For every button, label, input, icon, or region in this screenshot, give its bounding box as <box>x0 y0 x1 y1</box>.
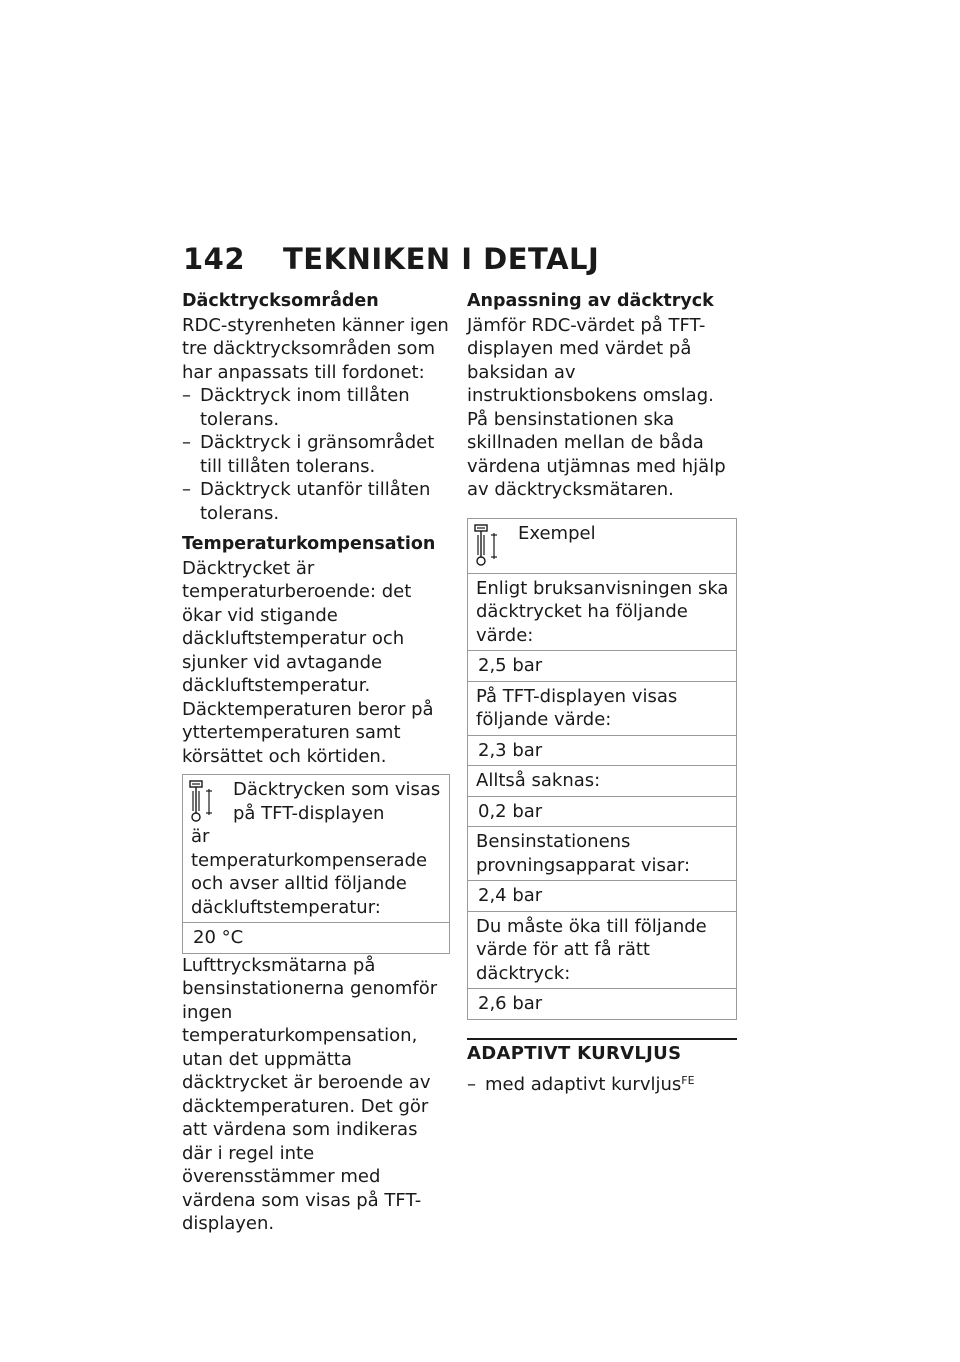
example-row: 0,2 bar <box>468 796 736 827</box>
pressure-range-list <box>182 384 450 525</box>
equipment-code: FE <box>681 1074 695 1087</box>
list-item: – Däcktryck inom tillåten tolerans. <box>182 384 450 431</box>
note-text-b: är temperaturkompenserade och avser alltid följande däckluftstemperatur: <box>191 826 428 918</box>
example-row: 2,5 bar <box>468 650 736 681</box>
paragraph: Lufttrycksmätarna på bensinstationerna genomför ingen temperaturkompensation, utan det uppmätta däcktrycket är beroende av däcktemperaturen. Det gör att värdena som indikeras där i regel inte överensstämmer med värdena som visas på TFT-displayen. <box>182 954 438 1234</box>
example-label: Exempel <box>518 522 596 544</box>
example-row: Alltså saknas: <box>468 765 736 796</box>
example-row: Du måste öka till följande värde för att få rätt däcktryck: <box>468 911 736 989</box>
list-item: – Däcktryck i gränsområdet till tillåten tolerans. <box>182 431 450 478</box>
left-column <box>182 290 450 1236</box>
note-value-cell: 20 °C <box>183 922 449 953</box>
example-row: 2,6 bar <box>468 988 736 1019</box>
page-header <box>183 242 599 276</box>
tire-pressure-gauge-icon <box>187 779 219 825</box>
page-number: 142 <box>183 242 246 276</box>
right-column <box>467 290 737 1097</box>
section-title-temperature-compensation: Temperaturkompensation <box>182 534 436 554</box>
list-item: – Däcktryck utanför tillåten tolerans. <box>182 478 450 525</box>
list-item-text: med adaptivt kurvljus <box>485 1074 682 1095</box>
section-title-tire-pressure-ranges: Däcktrycksområden <box>182 291 379 311</box>
example-row: Enligt bruksanvisningen ska däcktrycket ha följande värde: <box>468 573 736 651</box>
note-box <box>182 774 450 954</box>
example-row: Bensinstationens provningsapparat visar: <box>468 826 736 880</box>
section-intro: RDC-styrenheten känner igen tre däcktrycksområden som har anpassats till fordonet: <box>182 314 449 383</box>
section-title-adaptive-cornering-light: ADAPTIVT KURVLJUS <box>467 1038 737 1066</box>
section-title-adjust-pressure: Anpassning av däcktryck <box>467 291 714 311</box>
paragraph: Däcktrycket är temperaturberoende: det ökar vid stigande däckluftstemperatur och sjunker vid avtagande däckluftstemperatur. Däcktemperaturen beror på yttertemperaturen samt körsättet och körtiden. <box>182 557 434 767</box>
example-box <box>467 518 737 1020</box>
tire-pressure-gauge-icon <box>472 523 504 569</box>
page-title: TEKNIKEN I DETALJ <box>283 242 600 276</box>
example-row: 2,3 bar <box>468 735 736 766</box>
note-text-a: Däcktrycken som visas på TFT-displayen <box>233 779 441 824</box>
example-row: På TFT-displayen visas följande värde: <box>468 681 736 735</box>
example-header-cell <box>468 519 736 573</box>
paragraph: Jämför RDC-värdet på TFT-displayen med värdet på baksidan av instruktionsbokens omslag. På bensinstationen ska skillnaden mellan de båda värdena utjämnas med hjälp av däcktrycksmätaren. <box>467 314 726 500</box>
list-item <box>467 1069 737 1097</box>
equipment-list <box>467 1069 737 1097</box>
example-row: 2,4 bar <box>468 880 736 911</box>
note-text-cell <box>183 775 449 922</box>
